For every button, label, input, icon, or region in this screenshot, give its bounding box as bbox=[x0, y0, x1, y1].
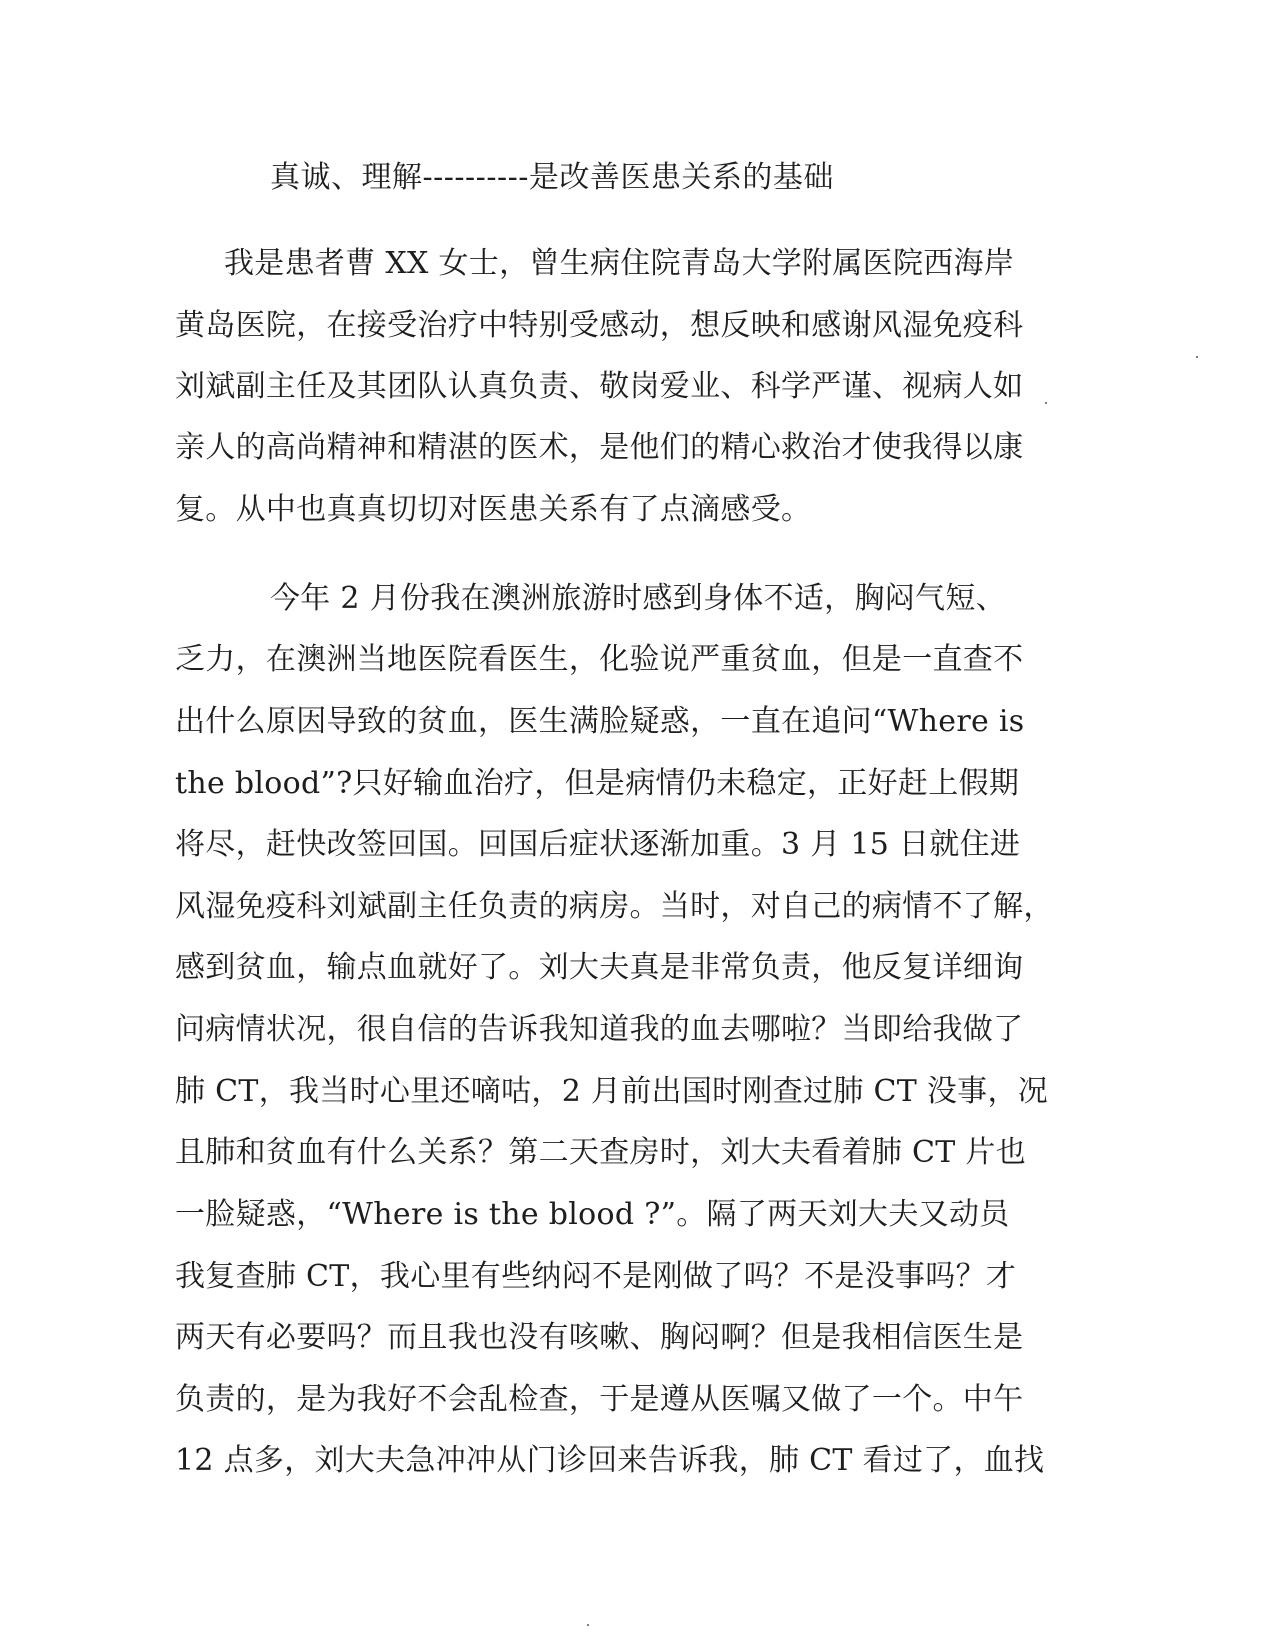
paragraph-2-line-5: 将尽，赶快改签回国。回国后症状逐渐加重。3 月 15 日就住进 bbox=[175, 827, 1021, 862]
paragraph-2-line-9: 肺 CT，我当时心里还嘀咕，2 月前出国时刚查过肺 CT 没事，况 bbox=[175, 1074, 1049, 1109]
paragraph-2-line-3: 出什么原因导致的贫血，医生满脸疑惑，一直在追问“Where is bbox=[175, 704, 1025, 739]
scan-speck bbox=[1196, 356, 1198, 358]
paragraph-2-line-6: 风湿免疫科刘斌副主任负责的病房。当时，对自己的病情不了解， bbox=[175, 889, 1054, 924]
paragraph-2-line-1: 今年 2 月份我在澳洲旅游时感到身体不适，胸闷气短、 bbox=[270, 581, 1006, 616]
paragraph-2-line-10: 且肺和贫血有什么关系？第二天查房时，刘大夫看着肺 CT 片也 bbox=[175, 1135, 1027, 1170]
paragraph-1-line-3: 刘斌副主任及其团队认真负责、敬岗爱业、科学严谨、视病人如 bbox=[175, 369, 1024, 404]
paragraph-1-line-1: 我是患者曹 XX 女士，曾生病住院青岛大学附属医院西海岸 bbox=[224, 246, 1015, 281]
paragraph-2-line-11: 一脸疑惑，“Where is the blood ?”。隔了两天刘大夫又动员 bbox=[175, 1197, 1010, 1232]
paragraph-2-line-15: 12 点多，刘大夫急冲冲从门诊回来告诉我，肺 CT 看过了，血找 bbox=[175, 1443, 1045, 1478]
paragraph-2-line-2: 乏力，在澳洲当地医院看医生，化验说严重贫血，但是一直查不 bbox=[175, 642, 1024, 677]
paragraph-1-line-4: 亲人的高尚精神和精湛的医术，是他们的精心救治才使我得以康 bbox=[175, 430, 1024, 465]
paragraph-2-line-8: 问病情状况，很自信的告诉我知道我的血去哪啦？当即给我做了 bbox=[175, 1012, 1024, 1047]
paragraph-1-line-2: 黄岛医院，在接受治疗中特别受感动，想反映和感谢风湿免疫科 bbox=[175, 308, 1024, 343]
paragraph-2-line-7: 感到贫血，输点血就好了。刘大夫真是非常负责，他反复详细询 bbox=[175, 950, 1024, 985]
scan-speck bbox=[1045, 402, 1047, 404]
paragraph-2-line-14: 负责的，是为我好不会乱检查，于是遵从医嘱又做了一个。中午 bbox=[175, 1382, 1024, 1417]
paragraph-2-line-4: the blood”?只好输血治疗，但是病情仍未稳定，正好赶上假期 bbox=[175, 766, 1020, 801]
paragraph-2-line-13: 两天有必要吗？而且我也没有咳嗽、胸闷啊？但是我相信医生是 bbox=[175, 1320, 1024, 1355]
paragraph-2-line-12: 我复查肺 CT，我心里有些纳闷不是刚做了吗？不是没事吗？才 bbox=[175, 1259, 1017, 1294]
scan-speck bbox=[587, 1624, 589, 1626]
paragraph-1-line-5: 复。从中也真真切切对医患关系有了点滴感受。 bbox=[175, 492, 812, 527]
document-title: 真诚、理解----------是改善医患关系的基础 bbox=[270, 160, 834, 195]
